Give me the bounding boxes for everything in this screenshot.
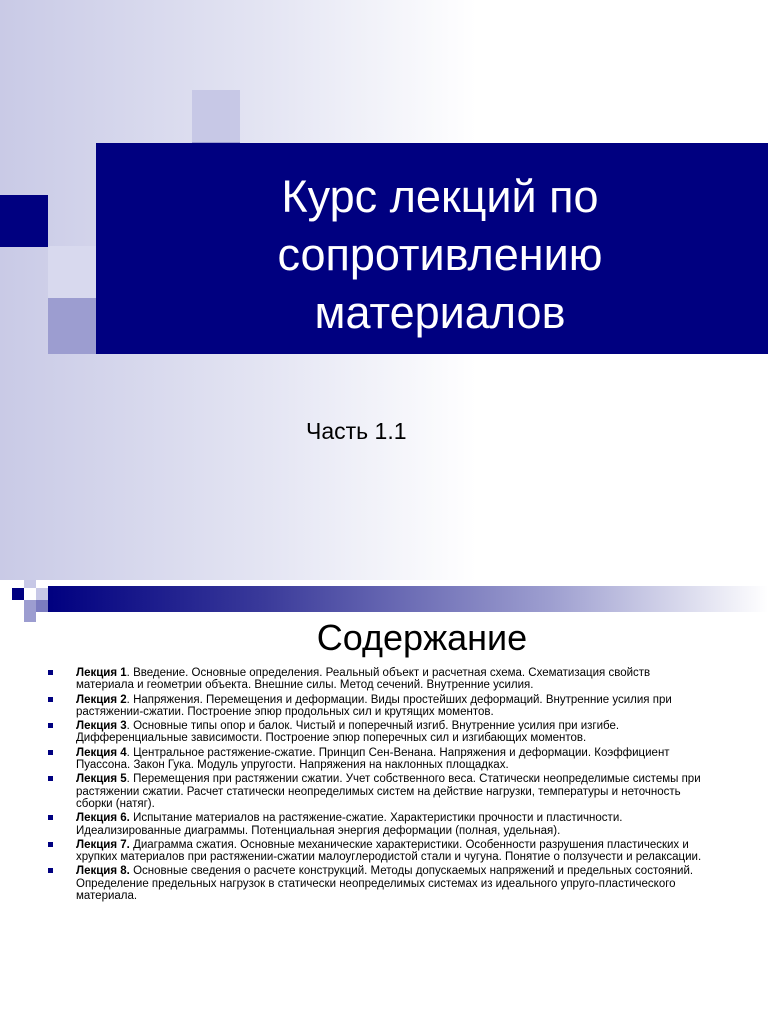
- decor-square: [48, 298, 96, 354]
- lecture-label: Лекция 6.: [76, 812, 130, 825]
- lecture-item: [46, 694, 706, 719]
- decor-mini-square: [36, 588, 48, 600]
- banner-left-block: [0, 195, 48, 247]
- decor-mini-square: [36, 600, 48, 612]
- lecture-item: [46, 865, 706, 902]
- lecture-description: Основные сведения о расчете конструкций. Методы допускаемых напряжений и предельных состояний. Определение предельных нагрузок в статически неопределимых системах из идеального упруго-пластического материала.: [76, 865, 694, 903]
- lecture-description: Испытание материалов на растяжение-сжатие. Характеристики прочности и пластичности. Идеализированные диаграммы. Потенциальная энергия деформации (полная, удельная).: [76, 812, 623, 837]
- lecture-separator: .: [126, 667, 134, 679]
- lecture-description: Напряжения. Перемещения и деформации. Виды простейших деформаций. Внутренние усилия при растяжении-сжатии. Построение эпюр продольных сил и крутящих моментов.: [76, 693, 672, 718]
- lecture-item: [46, 812, 706, 837]
- lecture-label: Лекция 8.: [76, 865, 130, 878]
- lecture-item: [46, 747, 706, 772]
- lecture-separator: .: [126, 693, 134, 706]
- lecture-label: Лекция 7.: [76, 838, 130, 851]
- slide-title: Курс лекций по сопротивлению материалов: [277, 171, 603, 338]
- lecture-separator: .: [126, 746, 134, 759]
- lecture-description: Центральное растяжение-сжатие. Принцип Сен-Венана. Напряжения и деформации. Коэффициент Пуассона. Закон Гука. Модуль упругости. Напряжения на наклонных площадках.: [76, 746, 670, 772]
- decor-square: [192, 90, 240, 142]
- lecture-label: Лекция 1: [76, 667, 127, 679]
- square-bullet-icon: [48, 776, 53, 781]
- lecture-description: Введение. Основные определения. Реальный объект и расчетная схема. Схематизация свойств материала и геометрии объекта. Внешние силы. Метод сечений. Внутренние усилия.: [76, 667, 651, 692]
- contents-list: [46, 667, 706, 904]
- lecture-label: Лекция 2: [76, 693, 127, 706]
- slide-subtitle: Часть 1.1: [306, 418, 407, 444]
- square-bullet-icon: [48, 868, 53, 873]
- lecture-description: Диаграмма сжатия. Основные механические характеристики. Особенности разрушения пластических и хрупких материалов при растяжении-сжатии малоуглеродистой стали и чугуна. Понятие о ползучести и релаксации.: [76, 838, 702, 864]
- slide-divider-bar: [48, 586, 768, 612]
- decor-mini-square: [12, 588, 24, 600]
- lecture-separator: .: [126, 773, 134, 786]
- decor-mini-square: [24, 580, 36, 588]
- lecture-separator: .: [126, 720, 134, 733]
- decor-mini-square: [24, 600, 36, 612]
- lecture-label: Лекция 4: [76, 746, 127, 759]
- lecture-label: Лекция 3: [76, 720, 127, 733]
- lecture-item: [46, 720, 706, 745]
- square-bullet-icon: [48, 815, 53, 820]
- square-bullet-icon: [48, 723, 53, 728]
- decor-square: [48, 246, 96, 298]
- square-bullet-icon: [48, 842, 53, 847]
- contents-title: Содержание: [316, 617, 528, 658]
- lecture-description: Перемещения при растяжении сжатии. Учет собственного веса. Статически неопределимые системы при растяжении сжатии. Расчет статически неопределимых систем на действие нагрузки, температуры и неточность сборки (натяг).: [76, 773, 701, 810]
- lecture-label: Лекция 5: [76, 773, 127, 786]
- square-bullet-icon: [48, 670, 53, 675]
- lecture-item: [46, 773, 706, 810]
- lecture-description: Основные типы опор и балок. Чистый и поперечный изгиб. Внутренние усилия при изгибе. Дифференциальные зависимости. Построение эпюр поперечных сил и изгибающих моментов.: [76, 720, 620, 745]
- lecture-item: [46, 839, 706, 864]
- square-bullet-icon: [48, 697, 53, 702]
- square-bullet-icon: [48, 750, 53, 755]
- lecture-item: [46, 667, 706, 692]
